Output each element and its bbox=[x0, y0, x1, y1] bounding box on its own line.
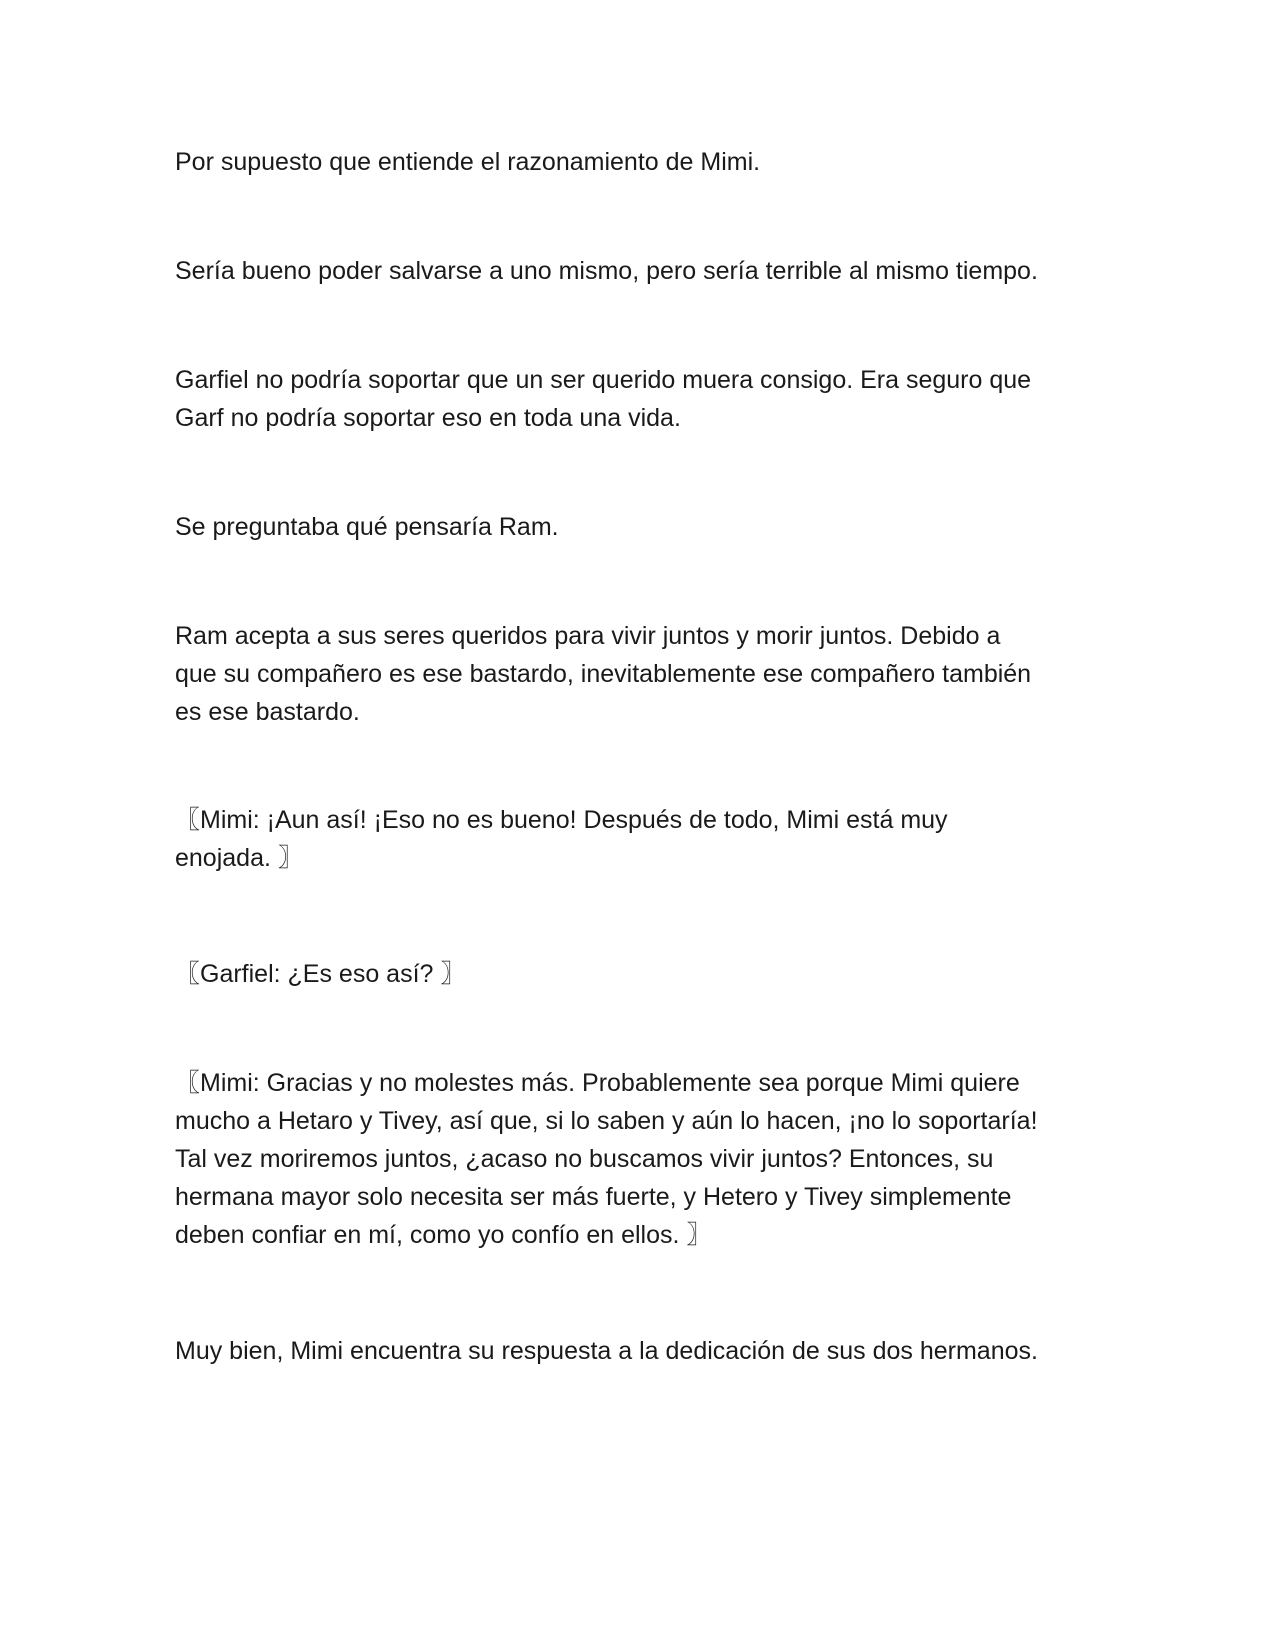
paragraph-2 bbox=[175, 252, 1105, 290]
dialogue-mimi-2 bbox=[175, 1064, 1105, 1254]
paragraph-4 bbox=[175, 508, 1105, 546]
paragraph-line: Muy bien, Mimi encuentra su respuesta a la dedicación de sus dos hermanos. bbox=[175, 1337, 1038, 1365]
paragraph-9 bbox=[175, 1332, 1105, 1370]
paragraph-line: hermana mayor solo necesita ser más fuerte, y Hetero y Tivey simplemente bbox=[175, 1183, 1012, 1211]
dialogue-garfiel bbox=[175, 955, 1105, 993]
paragraph-line: Ram acepta a sus seres queridos para vivir juntos y morir juntos. Debido a bbox=[175, 622, 1001, 650]
paragraph-line: enojada. 〗 bbox=[175, 844, 303, 872]
paragraph-1 bbox=[175, 143, 1105, 181]
paragraph-line: Garfiel no podría soportar que un ser querido muera consigo. Era seguro que bbox=[175, 366, 1032, 394]
paragraph-line: que su compañero es ese bastardo, inevitablemente ese compañero también bbox=[175, 660, 1032, 688]
paragraph-line: mucho a Hetaro y Tivey, así que, si lo saben y aún lo hacen, ¡no lo soportaría! bbox=[175, 1107, 1038, 1135]
dialogue-mimi-1 bbox=[175, 801, 1105, 877]
paragraph-line: es ese bastardo. bbox=[175, 698, 360, 726]
paragraph-3 bbox=[175, 361, 1105, 437]
paragraph-line: 〖Mimi: ¡Aun así! ¡Eso no es bueno! Después de todo, Mimi está muy bbox=[175, 806, 948, 834]
paragraph-line: Garf no podría soportar eso en toda una vida. bbox=[175, 404, 681, 432]
paragraph-line: Por supuesto que entiende el razonamiento de Mimi. bbox=[175, 148, 761, 176]
paragraph-5 bbox=[175, 617, 1105, 731]
paragraph-line: Sería bueno poder salvarse a uno mismo, pero sería terrible al mismo tiempo. bbox=[175, 257, 1038, 285]
paragraph-line: Se preguntaba qué pensaría Ram. bbox=[175, 513, 559, 541]
paragraph-line: Tal vez moriremos juntos, ¿acaso no buscamos vivir juntos? Entonces, su bbox=[175, 1145, 994, 1173]
paragraph-line: deben confiar en mí, como yo confío en ellos. 〗 bbox=[175, 1221, 712, 1249]
paragraph-line: 〖Garfiel: ¿Es eso así? 〗 bbox=[175, 960, 466, 988]
paragraph-line: 〖Mimi: Gracias y no molestes más. Probablemente sea porque Mimi quiere bbox=[175, 1069, 1020, 1097]
